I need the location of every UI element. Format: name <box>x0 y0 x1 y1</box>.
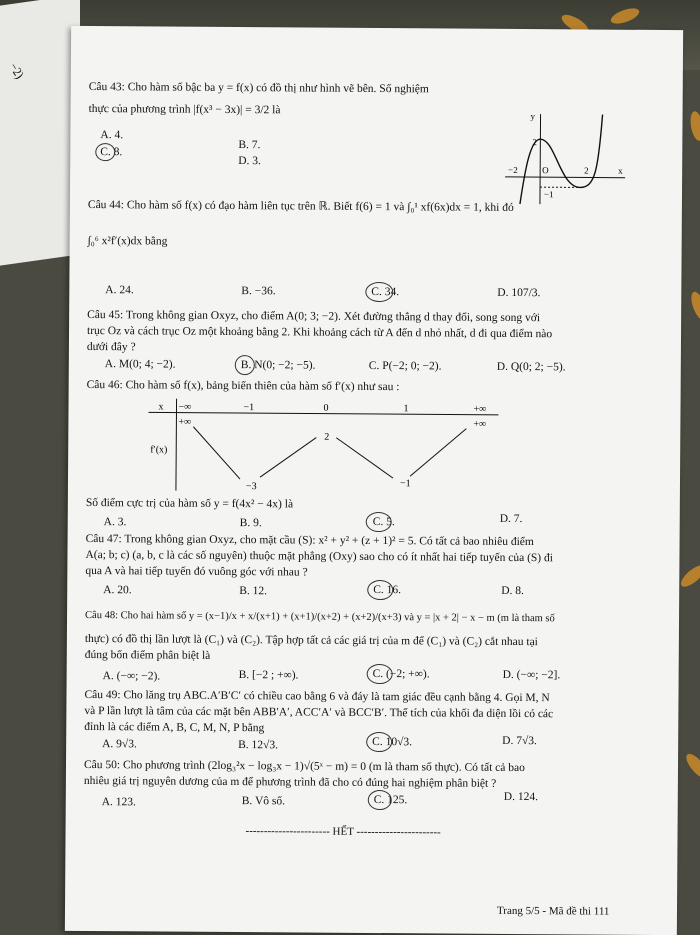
q48-option-c: C. (−2; +∞). <box>373 668 430 680</box>
leaf <box>683 751 700 782</box>
table-x-neg1: −1 <box>243 402 254 413</box>
q47-option-c: C. 16. <box>373 584 401 596</box>
answer-circle <box>368 790 392 810</box>
y-axis <box>540 114 541 204</box>
graph-label-x: x <box>618 166 623 176</box>
answer-circle <box>235 355 255 375</box>
q49-line2: và P lần lượt là tâm của các mặt bên ABB′A′, ACC′A′ và BCC′B′. Thể tích của khối đa diện lồi có các <box>84 704 553 722</box>
q49-option-c: C. 10√3. <box>372 736 412 748</box>
q44-option-c: C. 34. <box>371 286 399 298</box>
q45-line1: Câu 45: Trong không gian Oxyz, cho điểm A(0; 3; −2). Xét đường thẳng d thay đổi, song song với <box>87 308 540 326</box>
q43-option-a: A. 4. <box>100 129 123 141</box>
q45-option-c: C. P(−2; 0; −2). <box>369 360 442 373</box>
graph-label-origin: O <box>542 165 549 175</box>
q44-option-b: B. −36. <box>241 285 275 297</box>
answer-circle <box>95 143 115 161</box>
table-divider <box>176 399 177 491</box>
graph-label-neg1: −1 <box>544 189 554 199</box>
side-note: −2) <box>6 59 27 82</box>
q50-line1: Câu 50: Cho phương trình (2log₃²x − log₃x − 1)√(5ˣ − m) = 0 (m là tham số thực). Có tất cả bao <box>84 758 525 776</box>
table-value-start: +∞ <box>178 417 191 428</box>
arrow-down <box>336 438 393 478</box>
exam-page <box>65 26 683 935</box>
q45-option-b: B. N(0; −2; −5). <box>241 359 316 372</box>
variation-table <box>148 398 499 492</box>
q50-line2: nhiêu giá trị nguyên dương của m để phương trình đã cho có đúng hai nghiệm phân biệt ? <box>84 774 496 792</box>
q46-line2: Số điểm cực trị của hàm số y = f(4x² − 4x) là <box>86 496 293 512</box>
q50-option-c: C. 125. <box>374 794 408 806</box>
q49-option-b: B. 12√3. <box>238 739 278 751</box>
q50-option-b: B. Vô số. <box>242 795 285 807</box>
answer-circle <box>367 664 393 684</box>
q49-line3: đỉnh là các điểm A, B, C, M, N, P bằng <box>84 720 264 736</box>
end-marker: ----------------------- HẾT ----------------------- <box>246 825 441 838</box>
answer-circle <box>367 580 393 600</box>
table-x-1: 1 <box>403 403 408 414</box>
q48-option-a: A. (−∞; −2). <box>103 670 161 682</box>
leaf <box>678 562 700 590</box>
q46-option-a: A. 3. <box>104 516 127 528</box>
table-x-0: 0 <box>323 403 328 414</box>
q48-option-b: B. [−2 ; +∞). <box>239 669 299 681</box>
arrow-down <box>193 427 240 479</box>
table-value-end: +∞ <box>473 419 486 430</box>
q43-line1: Câu 43: Cho hàm số bậc ba y = f(x) có đồ thị như hình vẽ bên. Số nghiệm <box>89 80 429 97</box>
q43-option-b: B. 7. <box>238 139 260 151</box>
q46-line1: Câu 46: Cho hàm số f(x), bảng biến thiên của hàm số f′(x) như sau : <box>87 378 400 395</box>
q46-option-b: B. 9. <box>240 517 262 529</box>
q49-line1: Câu 49: Cho lăng trụ ABC.A′B′C′ có chiều cao bằng 6 và đáy là tam giác đều cạnh bằng 4. Gọi M, N <box>84 688 549 706</box>
q47-option-b: B. 12. <box>239 585 267 597</box>
table-value-max: 2 <box>324 432 329 443</box>
graph-label-y: y <box>531 111 536 121</box>
leaf <box>688 290 700 322</box>
q50-option-a: A. 123. <box>102 796 136 808</box>
graph-label-x2: 2 <box>584 165 589 175</box>
q49-option-d: D. 7√3. <box>502 735 537 747</box>
table-x-pos-inf: +∞ <box>473 404 486 415</box>
answer-circle <box>366 512 392 532</box>
q45-line3: dưới đây ? <box>87 340 136 355</box>
q48-line1: Câu 48: Cho hai hàm số y = (x−1)/x + x/(x+1) + (x+1)/(x+2) + (x+2)/(x+3) và y = |x + 2| − x − m (m là tham số <box>85 608 555 626</box>
q44-line2: ∫₀⁶ x²f′(x)dx bằng <box>88 234 168 250</box>
q43-line2: thực của phương trình |f(x³ − 3x)| = 3/2 là <box>89 102 281 118</box>
graph-label-2: 2 <box>532 137 537 147</box>
q47-option-d: D. 8. <box>501 585 524 597</box>
q46-option-c: C. 5. <box>373 516 395 528</box>
cubic-curve <box>520 114 603 205</box>
q47-line2: A(a; b; c) (a, b, c là các số nguyên) thuộc mặt phẳng (Oxy) sao cho có ít nhất hai tiếp tuyến của (S) đi <box>85 548 553 566</box>
arrow-up <box>260 437 316 477</box>
table-fprime-label: f′(x) <box>150 444 167 455</box>
graph-label-neg2: −2 <box>508 165 518 175</box>
q45-line2: trục Oz và cách trục Oz một khoảng bằng 2. Khi khoảng cách từ A đến d nhỏ nhất, d đi qua điểm nào <box>87 324 552 342</box>
q47-line3: qua A và hai tiếp tuyến đó vuông góc với nhau ? <box>85 564 307 581</box>
q44-option-a: A. 24. <box>105 284 134 296</box>
arrow-up <box>410 428 466 476</box>
table-value-min2: −1 <box>400 478 411 489</box>
q46-option-d: D. 7. <box>500 513 523 525</box>
q50-option-d: D. 124. <box>504 791 538 803</box>
q48-line3: đúng bốn điểm phân biệt là <box>85 648 211 664</box>
answer-circle <box>365 282 393 302</box>
q48-option-d: D. (−∞; −2]. <box>503 669 561 681</box>
q48-line2: thực) có đồ thị lần lượt là (C₁) và (C₂). Tập hợp tất cả các giá trị của m để (C₁) và (C₂) cắt nhau tại <box>85 632 538 650</box>
cubic-graph <box>500 109 631 210</box>
answer-circle <box>366 732 392 752</box>
q47-line1: Câu 47: Trong không gian Oxyz, cho mặt cầu (S): x² + y² + (z + 1)² = 5. Có tất cả bao nhiêu điểm <box>86 532 534 550</box>
q44-line1: Câu 44: Cho hàm số f(x) có đạo hàm liên tục trên ℝ. Biết f(6) = 1 và ∫₀¹ xf(6x)dx = 1, khi đó <box>88 198 514 216</box>
table-x-label: x <box>158 401 163 412</box>
q43-option-c: C. 8. <box>100 146 122 158</box>
table-x-neg-inf: −∞ <box>178 402 191 413</box>
table-value-min1: −3 <box>246 481 257 492</box>
leaf <box>688 110 700 142</box>
q45-option-d: D. Q(0; 2; −5). <box>497 361 566 373</box>
q43-option-d: D. 3. <box>238 155 261 167</box>
q47-option-a: A. 20. <box>103 584 132 596</box>
q49-option-a: A. 9√3. <box>102 738 137 750</box>
q45-option-a: A. M(0; 4; −2). <box>105 358 176 370</box>
previous-page-edge <box>0 0 80 266</box>
q44-option-d: D. 107/3. <box>497 287 540 299</box>
page-footer: Trang 5/5 - Mã đề thi 111 <box>497 905 610 918</box>
